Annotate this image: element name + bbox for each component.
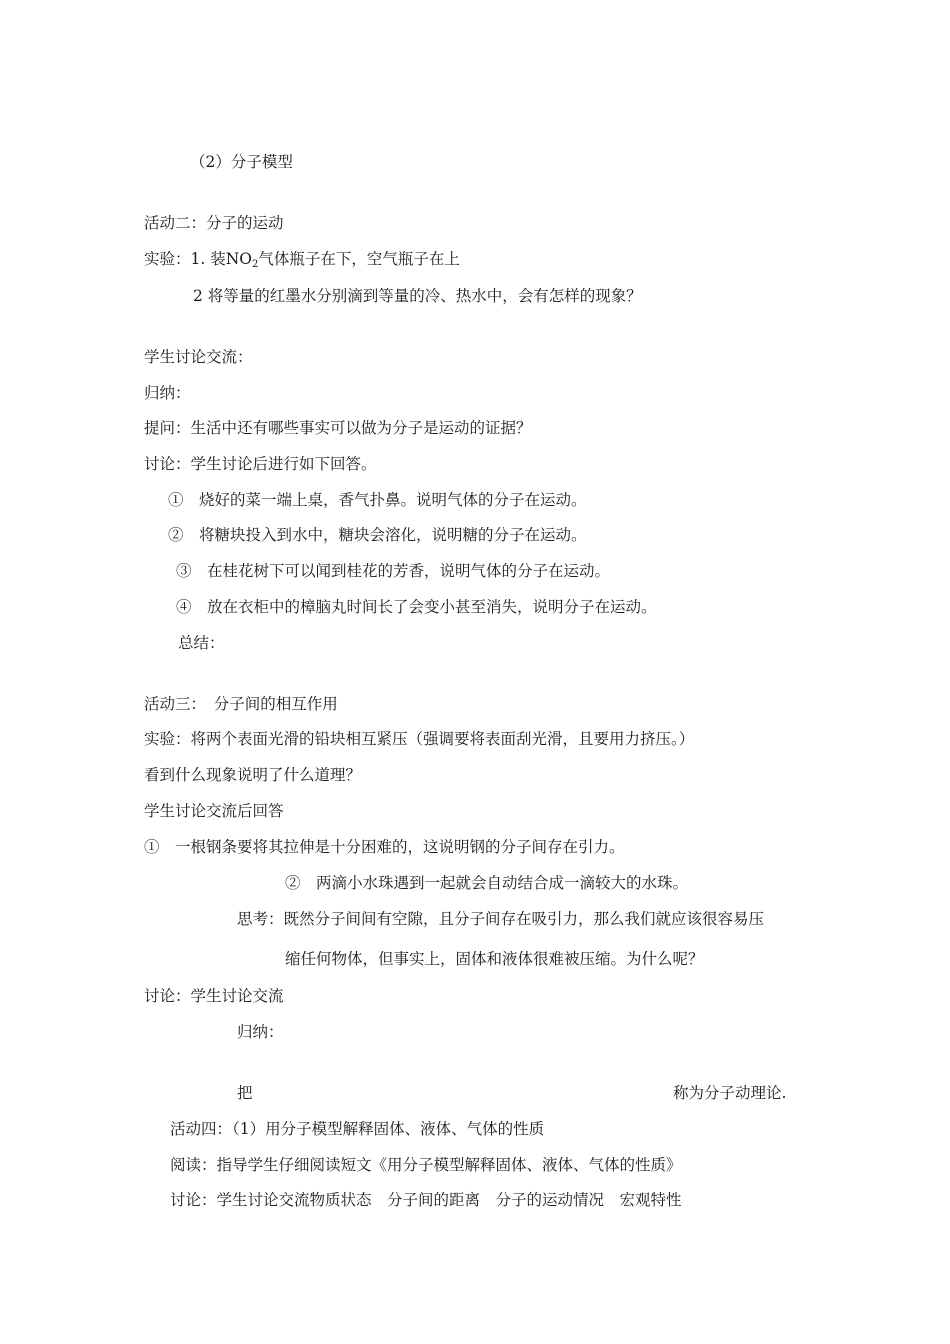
think-line: 思考：既然分子间间有空隙，且分子间存在吸引力，那么我们就应该很容易压 xyxy=(237,910,765,928)
experiment2-step2: 2 将等量的红墨水分别滴到等量的冷、热水中，会有怎样的现象？ xyxy=(193,287,642,305)
force-item: ② 两滴小水珠遇到一起就会自动结合成一滴较大的水珠。 xyxy=(285,874,689,892)
answer-after-discussion: 学生讨论交流后回答 xyxy=(144,802,284,820)
theory-definition-end: 称为分子动理论. xyxy=(673,1084,787,1102)
question-line: 提问：生活中还有哪些事实可以做为分子是运动的证据？ xyxy=(144,419,532,437)
evidence-item: ③ 在桂花树下可以闻到桂花的芳香，说明气体的分子在运动。 xyxy=(176,562,611,580)
evidence-item: ② 将糖块投入到水中，糖块会溶化，说明糖的分子在运动。 xyxy=(168,526,587,544)
experiment2-suffix: 气体瓶子在下，空气瓶子在上 xyxy=(258,250,460,268)
activity2-title: 活动二：分子的运动 xyxy=(144,214,284,232)
blank-start-char: 把 xyxy=(237,1084,253,1102)
discussion-answer: 讨论：学生讨论后进行如下回答。 xyxy=(144,455,377,473)
experiment3-line: 实验：将两个表面光滑的铅块相互紧压（强调要将表面刮光滑，且要用力挤压。） xyxy=(144,730,695,748)
activity4-title: 活动四：（1）用分子模型解释固体、液体、气体的性质 xyxy=(170,1120,545,1138)
discussion-exchange: 学生讨论交流： xyxy=(144,348,253,366)
discussion4-line: 讨论：学生讨论交流物质状态 分子间的距离 分子的运动情况 宏观特性 xyxy=(170,1191,682,1209)
induction-label: 归纳： xyxy=(237,1023,284,1041)
force-item: ① 一根钢条要将其拉伸是十分困难的，这说明钢的分子间存在引力。 xyxy=(144,838,625,856)
induction-label: 归纳： xyxy=(144,384,191,402)
discussion3-line: 讨论：学生讨论交流 xyxy=(144,987,284,1005)
think-line-continued: 缩任何物体，但事实上，固体和液体很难被压缩。为什么呢？ xyxy=(285,950,704,968)
experiment2-prefix: 实验：1. 装NO xyxy=(144,250,252,268)
activity3-title: 活动三： 分子间的相互作用 xyxy=(144,695,338,713)
experiment2-line xyxy=(144,249,460,272)
model-heading: （2）分子模型 xyxy=(190,153,293,171)
evidence-item: ① 烧好的菜一端上桌，香气扑鼻。说明气体的分子在运动。 xyxy=(168,491,587,509)
no2-subscript: 2 xyxy=(252,259,259,270)
observe-question: 看到什么现象说明了什么道理？ xyxy=(144,766,362,784)
reading-line: 阅读：指导学生仔细阅读短文《用分子模型解释固体、液体、气体的性质》 xyxy=(170,1156,682,1174)
evidence-item: ④ 放在衣柜中的樟脑丸时间长了会变小甚至消失，说明分子在运动。 xyxy=(176,598,657,616)
summary-label: 总结： xyxy=(178,634,225,652)
